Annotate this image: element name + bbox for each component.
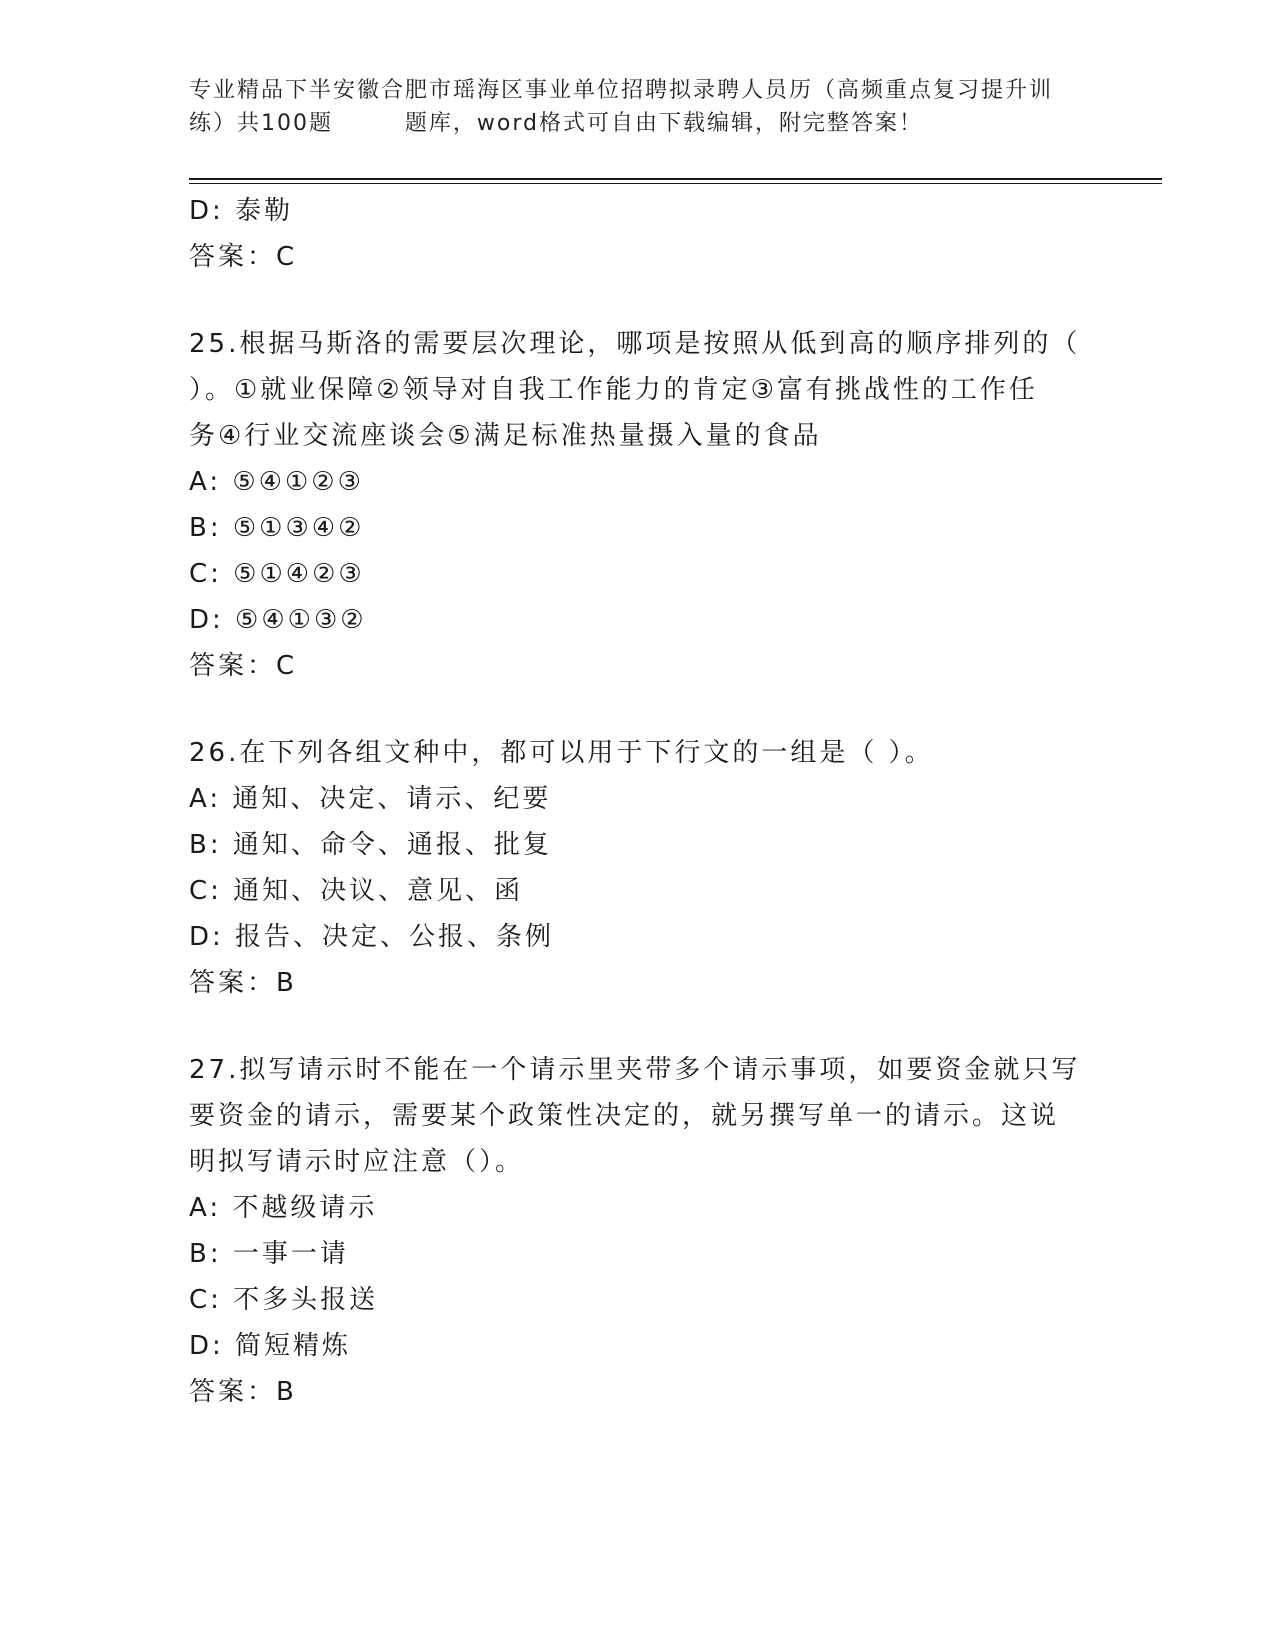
option-d: D: 泰勒: [189, 196, 294, 226]
option-a: A: 通知、决定、请示、纪要: [189, 784, 552, 814]
spacer: [189, 1006, 1089, 1047]
header-divider-thick: [189, 178, 1162, 180]
option-b: B: 通知、命令、通报、批复: [189, 830, 552, 860]
question-text-line: ）。①就业保障②领导对自我工作能力的肯定③富有挑战性的工作任: [189, 375, 1038, 405]
option-a: A: 不越级请示: [189, 1193, 378, 1223]
question-27: [189, 1047, 1089, 1415]
question-25: [189, 321, 1089, 689]
question-text-line: 明拟写请示时应注意（）。: [189, 1147, 525, 1177]
option-b: B: ⑤①③④②: [189, 513, 365, 543]
answer-line: 答案：B: [189, 968, 297, 998]
option-c: C: 通知、决议、意见、函: [189, 876, 524, 906]
question-text-line: 27.拟写请示时不能在一个请示里夹带多个请示事项，如要资金就只写: [189, 1055, 1081, 1085]
header-divider-thin: [189, 183, 1162, 184]
option-a: A: ⑤④①②③: [189, 467, 364, 497]
spacer: [189, 689, 1089, 730]
option-b: B: 一事一请: [189, 1239, 349, 1269]
question-26: [189, 730, 1089, 1006]
header-title-line-2: 练）共100题 题库，word格式可自由下载编辑，附完整答案！: [189, 111, 924, 136]
option-d: D: 简短精炼: [189, 1331, 352, 1361]
answer-line: 答案：C: [189, 242, 298, 272]
option-c: C: ⑤①④②③: [189, 559, 365, 589]
question-text-line: 26.在下列各组文种中，都可以用于下行文的一组是（ ）。: [189, 738, 934, 768]
question-text-line: 务④行业交流座谈会⑤满足标准热量摄入量的食品: [189, 421, 822, 451]
question-text-line: 25.根据马斯洛的需要层次理论，哪项是按照从低到高的顺序排列的（: [189, 329, 1081, 359]
previous-question-tail: [189, 188, 1089, 280]
answer-line: 答案：C: [189, 651, 298, 681]
question-list: [189, 188, 1089, 1415]
option-c: C: 不多头报送: [189, 1285, 379, 1315]
header-title-line-1: 专业精品下半安徽合肥市瑶海区事业单位招聘拟录聘人员历（高频重点复习提升训: [189, 78, 1054, 103]
page-header: [189, 74, 1089, 140]
spacer: [189, 280, 1089, 321]
option-d: D: ⑤④①③②: [189, 605, 367, 635]
option-d: D: 报告、决定、公报、条例: [189, 922, 555, 952]
answer-line: 答案：B: [189, 1377, 297, 1407]
question-text-line: 要资金的请示，需要某个政策性决定的，就另撰写单一的请示。这说: [189, 1101, 1060, 1131]
